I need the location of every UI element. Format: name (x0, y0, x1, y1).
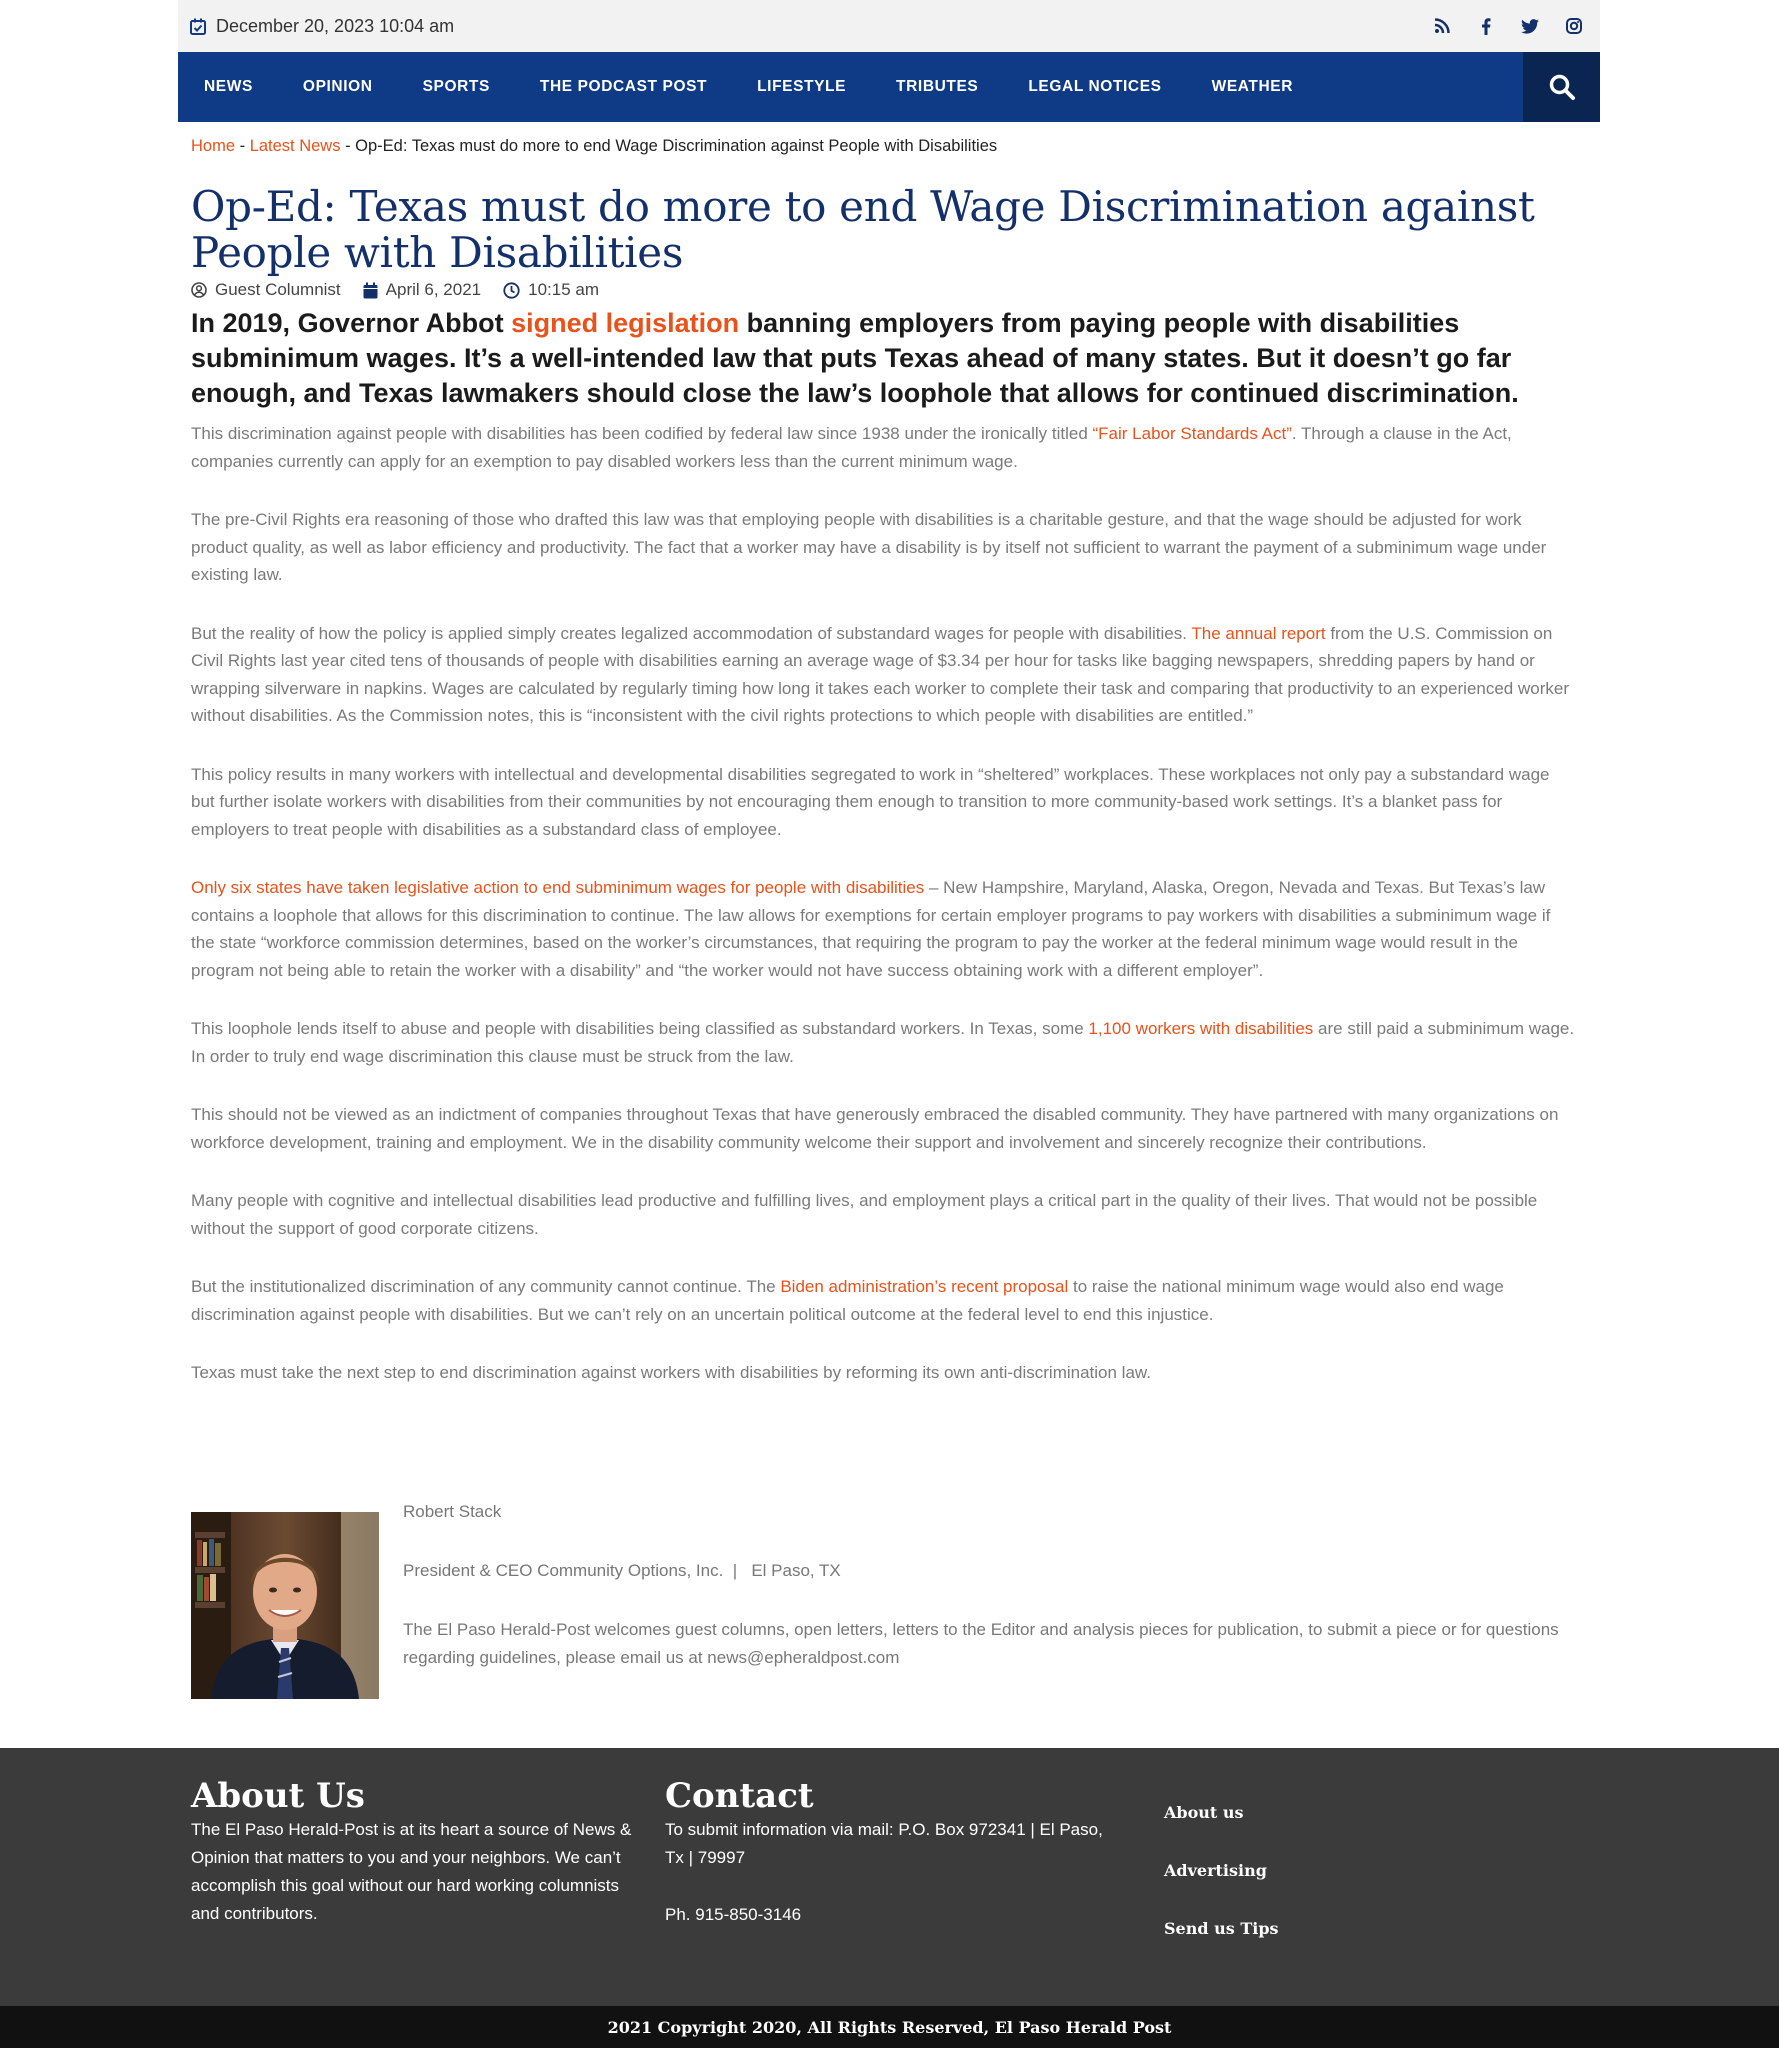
article-body (191, 420, 1576, 1418)
social-links (1410, 0, 1586, 52)
main-nav (178, 52, 1600, 122)
instagram-icon[interactable] (1562, 14, 1586, 38)
paragraph (191, 1273, 1576, 1328)
paragraph-text: But the institutionalized discrimination of any community cannot continue. The (191, 1277, 781, 1296)
clock-icon (503, 282, 520, 299)
footer-link-advertising[interactable]: Advertising (1164, 1861, 1267, 1880)
link-fair-labor-standards-act[interactable]: “Fair Labor Standards Act” (1092, 424, 1292, 443)
date-text: April 6, 2021 (385, 280, 482, 299)
paragraph-text: – New Hampshire, Maryland, Alaska, Oregon, Nevada and Texas. But Texas’s law contains a loophole that allows for this discrimination to continue. The law allows for exemptions for certain employer programs to pay workers with disabilities a subminimum wage if the state “workforce commission determines, based on the worker’s circumstances, that requiring the program to pay the worker at the federal minimum wage would result in the program not being able to retain the worker with a disability” and “the worker would not have success obtaining work with a different employer”. (191, 878, 1551, 980)
footer-about (191, 1776, 651, 1928)
paragraph (191, 620, 1576, 730)
nav-item-weather[interactable]: WEATHER (1211, 78, 1294, 95)
footer-link-send-tips[interactable]: Send us Tips (1164, 1919, 1279, 1938)
breadcrumb (191, 137, 997, 156)
author-photo (191, 1512, 379, 1699)
nav-item-tributes[interactable]: TRIBUTES (896, 78, 979, 95)
footer-contact (665, 1776, 1105, 1929)
paragraph-text: But the reality of how the policy is applied simply creates legalized accommodation of substandard wages for people with disabilities. (191, 623, 1192, 643)
top-bar (178, 0, 1600, 52)
breadcrumb-separator: - (340, 137, 356, 155)
facebook-icon[interactable] (1474, 14, 1498, 38)
rss-icon[interactable] (1430, 14, 1454, 38)
author-box-name: Robert Stack (403, 1502, 502, 1521)
footer-contact-title: Contact (665, 1776, 814, 1816)
article-lede (191, 306, 1591, 411)
copyright-bar: 2021 Copyright 2020, All Rights Reserved, El Paso Herald Post (0, 2006, 1779, 2048)
footer-contact-mail: To submit information via mail: P.O. Box 972341 | El Paso, Tx | 79997 (665, 1820, 1103, 1867)
lede-text: In 2019, Governor Abbot (191, 308, 512, 338)
footer-link-about-us[interactable]: About us (1164, 1803, 1244, 1822)
nav-item-sports[interactable]: SPORTS (422, 78, 490, 95)
footer-links (1164, 1803, 1279, 1977)
breadcrumb-current: Op-Ed: Texas must do more to end Wage Discrimination against People with Disabilities (355, 137, 998, 155)
paragraph: This policy results in many workers with intellectual and developmental disabilities segregated to work in “sheltered” workplaces. These workplaces not only pay a substandard wage but further isolate workers with disabilities from their communities by not encouraging them enough to transition to more community-based work settings. It’s a blanket pass for employers to treat people with disabilities as a substandard class of employee. (191, 764, 1550, 839)
author-box-note: The El Paso Herald-Post welcomes guest columns, open letters, letters to the Editor and analysis pieces for publication, to submit a piece or for questions regarding guidelines, please email us at news@epheraldpost.com (403, 1620, 1559, 1667)
author-box-role: President & CEO Community Options, Inc. | El Paso, TX (403, 1561, 841, 1580)
twitter-icon[interactable] (1518, 14, 1542, 38)
article-date (363, 280, 481, 300)
date-text: December 20, 2023 10:04 am (216, 15, 455, 36)
calendar-icon (363, 282, 378, 299)
paragraph: Texas must take the next step to end discrimination against workers with disabilities by reforming its own anti-discrimination law. (191, 1363, 1151, 1382)
breadcrumb-separator: - (235, 137, 250, 155)
paragraph (191, 874, 1576, 984)
breadcrumb-latest-news[interactable]: Latest News (249, 137, 341, 155)
article-meta (191, 280, 621, 300)
footer-contact-phone: Ph. 915-850-3146 (665, 1905, 802, 1924)
article-time (503, 280, 599, 300)
paragraph-text: to raise the national minimum wage would also end wage discrimination against people with disabilities. But we can’t rely on an uncertain political outcome at the federal level to end this injustice. (191, 1277, 1504, 1324)
paragraph: Many people with cognitive and intellectual disabilities lead productive and fulfilling lives, and employment plays a critical part in the quality of their lives. That would not be possible without the support of good corporate citizens. (191, 1191, 1538, 1238)
nav-item-opinion[interactable]: OPINION (302, 78, 373, 95)
author-name: Guest Columnist (215, 280, 341, 299)
time-text: 10:15 am (528, 280, 600, 299)
lede-text: banning employers from paying people with disabilities subminimum wages. It’s a well-intended law that puts Texas ahead of many states. But it doesn’t go far enough, and Texas lawmakers should close the law’s loophole that allows for continued discrimination. (191, 308, 1519, 408)
footer-about-title: About Us (191, 1776, 365, 1816)
footer (0, 1748, 1779, 2006)
article-author[interactable] (191, 280, 341, 300)
link-annual-report[interactable]: The annual report (1191, 623, 1326, 643)
paragraph (191, 420, 1576, 475)
footer-about-text: The El Paso Herald-Post is at its heart a source of News & Opinion that matters to you and your neighbors. We can’t accomplish this goal without our hard working columnists and contributors. (191, 1820, 632, 1923)
nav-item-news[interactable]: NEWS (204, 78, 253, 95)
nav-item-podcast-post[interactable]: THE PODCAST POST (539, 78, 708, 95)
paragraph: The pre-Civil Rights era reasoning of those who drafted this law was that employing people with disabilities is a charitable gesture, and that the wage should be adjusted for work product quality, as well as labor efficiency and productivity. The fact that a worker may have a disability is by itself not sufficient to warrant the payment of a subminimum wage under existing law. (191, 510, 1547, 584)
nav-item-legal-notices[interactable]: LEGAL NOTICES (1028, 78, 1162, 95)
current-date (190, 0, 454, 52)
paragraph-text: from the U.S. Commission on Civil Rights last year cited tens of thousands of people with disabilities earning an average wage of $3.34 per hour for tasks like bagging newspapers, shredding papers by hand or wrapping silverware in napkins. Wages are calculated by regularly timing how long it takes each worker to complete their task and comparing that productivity to an experienced worker without disabilities. As the Commission notes, this is “inconsistent with the civil rights protections to which people with disabilities are entitled.” (191, 623, 1569, 725)
lede-link-signed-legislation[interactable]: signed legislation (511, 308, 740, 338)
paragraph: This should not be viewed as an indictment of companies throughout Texas that have generously embraced the disabled community. They have partnered with many organizations on workforce development, training and employment. We in the disability community welcome their support and involvement and sincerely recognize their contributions. (191, 1105, 1559, 1152)
paragraph (191, 1015, 1576, 1070)
search-icon (1548, 73, 1576, 101)
link-biden-proposal[interactable]: Biden administration’s recent proposal (780, 1277, 1069, 1296)
search-button[interactable] (1523, 52, 1600, 122)
link-1100-workers[interactable]: 1,100 workers with disabilities (1088, 1019, 1314, 1038)
breadcrumb-home[interactable]: Home (191, 137, 236, 155)
user-circle-icon (191, 282, 207, 298)
paragraph-text: are still paid a subminimum wage. In order to truly end wage discrimination this clause must be struck from the law. (191, 1019, 1575, 1066)
paragraph-text: This discrimination against people with disabilities has been codified by federal law since 1938 under the ironically titled (191, 424, 1093, 443)
link-six-states[interactable]: Only six states have taken legislative action to end subminimum wages for people with disabilities (191, 878, 925, 897)
author-box (403, 1498, 1593, 1703)
nav-item-lifestyle[interactable]: LIFESTYLE (757, 78, 847, 95)
article-title: Op-Ed: Texas must do more to end Wage Discrimination against People with Disabilities (191, 182, 1535, 277)
paragraph-text: . Through a clause in the Act, companies currently can apply for an exemption to pay disabled workers less than the current minimum wage. (191, 424, 1512, 471)
paragraph-text: This loophole lends itself to abuse and people with disabilities being classified as substandard workers. In Texas, some (191, 1019, 1089, 1038)
calendar-check-icon (190, 18, 206, 35)
